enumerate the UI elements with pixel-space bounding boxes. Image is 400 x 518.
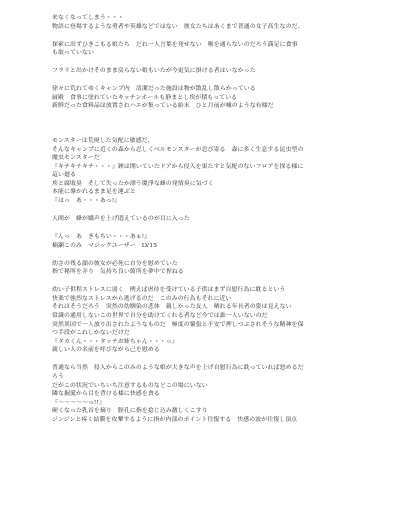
section-spacer	[52, 111, 362, 137]
paragraph-spacer	[52, 277, 362, 286]
paragraph	[52, 14, 362, 31]
text-line: 人間が 蜂が嬌声を上げ悶えているのが目に入った	[52, 216, 190, 223]
text-line: 幼い子供程ストレスに弱く 例えば虐待を受けている子供はまず自慰行為に耽るという	[52, 287, 286, 294]
text-line: 本能に導かれるまま足を運ぶと	[52, 189, 136, 196]
paragraph	[52, 215, 362, 224]
text-line: つ手段がこれしかないだけだ	[52, 330, 130, 337]
paragraph-spacer	[52, 76, 362, 85]
text-line: 指で秘所を弄り 気持ち良い箇所を夢中で捏ねる	[52, 269, 184, 276]
text-line: 突然異国で一人放り出されたようなものだ 極度の緊張と不安で押しつぶされそうな精神を保	[52, 321, 304, 328]
text-line: 新鮮だった食料品は放置されハエが集っている始末 ひと月前が嘘のような有様だ	[52, 103, 274, 110]
text-line: 快楽で強烈なストレスから逃げるのだ このみの行為もそれに近い	[52, 295, 232, 302]
paragraph	[52, 286, 362, 355]
paragraph-spacer	[52, 355, 362, 364]
text-line: 常識の通用しないこの世界で自分を助けてくれる者など今では誰一人いないのだ	[52, 312, 268, 319]
paragraph	[52, 233, 362, 250]
text-line: だがこの状況でいちいち注意するものなどこの場にいない	[52, 382, 208, 389]
paragraph-spacer	[52, 31, 362, 40]
text-line: 『キチキチキチ・・・』鋏は開いていたドアから侵入を果たすと気配のないフロアを探る様に	[52, 163, 304, 170]
text-line: 埃と腐敗臭 そして失ったか漂う慶淨な蜂の発情臭に気づく	[52, 180, 214, 187]
text-line: 魔虫モンスターだ	[52, 155, 100, 162]
text-line: 『〜〜〜〜〜っ!!』	[52, 399, 105, 406]
text-line: 『タカくん・・・タッチお姉ちゃん・・・っ』	[52, 338, 178, 345]
paragraph	[52, 137, 362, 206]
text-line: 幼さの残る顔の彼女が必死に自分を慰めていた	[52, 260, 178, 267]
text-line: 『んっ あ きもちい・・・あぁ!』	[52, 234, 151, 241]
text-line: 来なくなってしまう・・・	[52, 15, 124, 21]
text-line: モンスターは荒廃した気配に敏感だ、	[52, 137, 154, 144]
text-line: フラリと出かけそのまま戻らない娘もいたが今更気に掛ける者はいなかった	[52, 68, 256, 75]
text-line: も取っていない	[52, 50, 94, 57]
text-line: ろう	[52, 373, 64, 380]
paragraph	[52, 364, 362, 424]
text-line: それはそうだろう 突然の幼馴染の悲体 親しかった友人 晒れる年長者の姿は見えない	[52, 304, 292, 311]
text-line: 物語に登場するような勇者や英雄などではない 彼女たちはあくまで普通の女子高生なのだ、	[52, 23, 304, 30]
text-line: 徐々に荒れてゆくキャンプ内 清潔だった施設は物が散乱し散らかっている	[52, 86, 256, 93]
text-line: 厨殿 食事に塗れていたキッチンホールも静まとし埃が積もっている	[52, 94, 238, 101]
paragraph	[52, 85, 362, 111]
paragraph-spacer	[52, 250, 362, 259]
paragraph	[52, 260, 362, 277]
text-line: 『はっ あ・・・あっ!』	[52, 198, 121, 205]
paragraph-spacer	[52, 58, 362, 67]
text-line: 這い廻る	[52, 172, 76, 179]
text-line: 親しい人の名前を呼びながら己を慰める	[52, 347, 160, 354]
text-line: 硬くなった乳首を摘り 膣孔に指を捻じ込み激しくこすり	[52, 408, 208, 415]
paragraph-spacer	[52, 206, 362, 215]
paragraph	[52, 67, 362, 76]
text-line: 隣な掘愛から目を背ける様に快感を貪る	[52, 391, 160, 398]
text-line: 楠瀬このみ マジックユーザー LV15	[52, 242, 158, 249]
paragraph-spacer	[52, 224, 362, 233]
text-line: そんなキャンプに近くの森から忍しくべルモンスターが忍び寄る 森に多く生息する昆虫型の	[52, 146, 304, 153]
paragraph	[52, 41, 362, 58]
text-line: ジンジンと疼く結膜を攻撃するように指が内部のポイント往復する 快感の波が往復し頂点	[52, 416, 298, 423]
document-page	[52, 14, 362, 425]
text-line: 普通なら当然 侵入からこのみのような娘が大きな声を上げ自慰行為に耽っていれば怒めるだ	[52, 365, 304, 372]
text-line: 探索に出ずひきこもる娘たち だれ一人言葉を発せない 喉を通らないのだろう満足に食事	[52, 41, 298, 48]
